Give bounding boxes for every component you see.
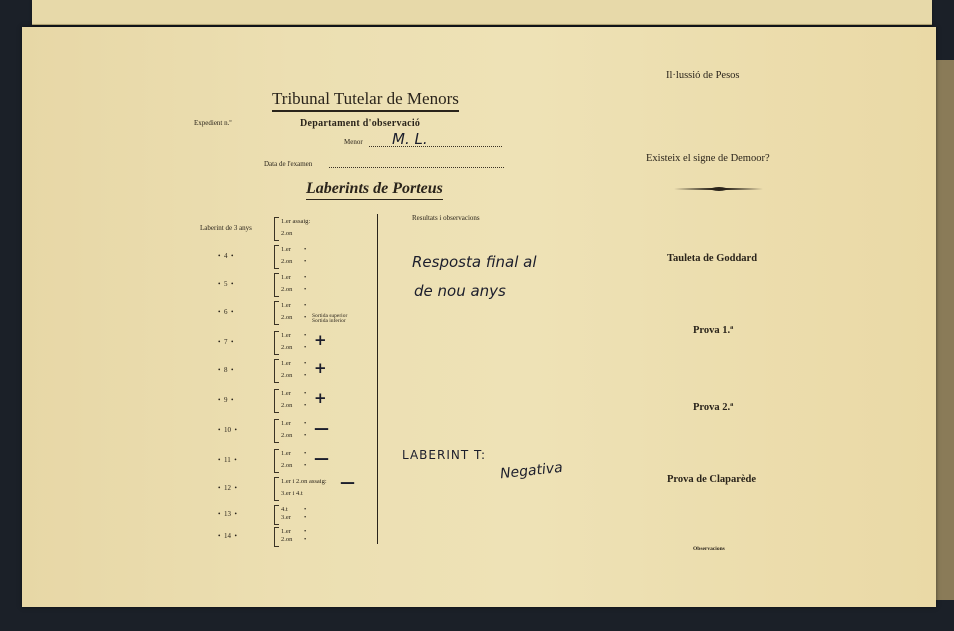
observations-label: Observacions <box>693 546 725 552</box>
trial-second: 2.on <box>281 536 293 543</box>
trial-brace <box>274 245 279 269</box>
trial-second: 2.on <box>281 286 293 293</box>
trial-dot: • <box>304 360 307 367</box>
handwritten-result: Negativa <box>499 459 564 483</box>
labyrinth-number: 14 <box>223 532 231 540</box>
handwritten-note-2: de nou anys <box>414 282 506 300</box>
prova1-label: Prova 1.ª <box>693 325 734 336</box>
labyrinth-row-label: • 9 • <box>218 396 234 404</box>
trial-second: 3.er i 4.t <box>281 490 303 497</box>
labyrinth-number: 13 <box>223 510 231 518</box>
labyrinth-row-label: • 12 • <box>218 484 237 492</box>
labyrinth-row-label: • 11 • <box>218 456 237 464</box>
department-title: Departament d'observació <box>300 118 421 129</box>
ornament-divider <box>672 185 766 193</box>
trial-dot: • <box>304 258 307 265</box>
exit-note-line: Sortida inferior <box>312 318 346 324</box>
trial-first: 1.er i 2.on assaig: <box>281 478 327 485</box>
labyrinth-number: 11 <box>223 456 231 464</box>
section-title: Laberints de Porteus <box>306 180 443 200</box>
exit-note-line: Sortida superior <box>312 313 348 319</box>
trial-brace <box>274 449 279 473</box>
handwritten-laberint: LABERINT T: <box>402 448 487 462</box>
trial-first: 1.er <box>281 274 291 281</box>
trial-dot: • <box>304 286 307 293</box>
trial-dot: • <box>304 528 307 535</box>
trial-brace <box>274 273 279 297</box>
trial-dot: • <box>304 246 307 253</box>
labyrinth-number: 8 <box>223 366 228 374</box>
labyrinth-number: 10 <box>223 426 231 434</box>
trial-second: 2.on <box>281 344 293 351</box>
trial-brace <box>274 359 279 383</box>
labyrinth-row-label: • 8 • <box>218 366 234 374</box>
minor-handwritten: M. L. <box>392 130 428 148</box>
trial-second: 2.on <box>281 402 293 409</box>
trial-second: 2.on <box>281 372 293 379</box>
trial-second: 2.on <box>281 314 293 321</box>
labyrinth-row-label: • 5 • <box>218 280 234 288</box>
column-divider <box>377 214 378 544</box>
trial-dot: • <box>304 432 307 439</box>
handwritten-note-1: Resposta final al <box>412 253 537 271</box>
labyrinth-number: 7 <box>223 338 228 346</box>
trial-first: 1.er <box>281 390 291 397</box>
trial-dot: • <box>304 420 307 427</box>
results-header: Resultats i observacions <box>412 214 480 222</box>
result-mark: + <box>314 389 327 407</box>
trial-first: 1.er <box>281 302 291 309</box>
trial-dot: • <box>304 372 307 379</box>
trial-dot: • <box>304 402 307 409</box>
labyrinth-number: 4 <box>223 252 228 260</box>
trial-first: 1.er assaig: <box>281 218 311 225</box>
trial-dot: • <box>304 506 307 513</box>
labyrinth-row-label: • 14 • <box>218 532 237 540</box>
file-label: Expedient n.º <box>194 119 232 127</box>
document-page <box>22 27 936 607</box>
trial-second: 2.on <box>281 432 293 439</box>
trial-brace <box>274 505 279 525</box>
labyrinth-number: 6 <box>223 308 228 316</box>
result-mark: — <box>314 449 329 467</box>
labyrinth-row-label <box>200 224 252 232</box>
trial-dot: • <box>304 514 307 521</box>
labyrinth-row-label: • 6 • <box>218 308 234 316</box>
trial-first: 1.er <box>281 450 291 457</box>
labyrinth-row-label: • 10 • <box>218 426 237 434</box>
trial-dot: • <box>304 462 307 469</box>
labyrinth-row-label: • 4 • <box>218 252 234 260</box>
illusion-label: Il·lussió de Pesos <box>666 70 740 81</box>
trial-brace <box>274 301 279 325</box>
exam-date-label: Data de l'examen <box>264 160 313 168</box>
labyrinth-number: 9 <box>223 396 228 404</box>
trial-dot: • <box>304 314 307 321</box>
minor-line <box>369 146 502 147</box>
trial-first: 4.t <box>281 506 288 513</box>
labyrinth-row-label: • 7 • <box>218 338 234 346</box>
trial-first: 1.er <box>281 246 291 253</box>
trial-dot: • <box>304 450 307 457</box>
institution-title: Tribunal Tutelar de Menors <box>272 89 459 112</box>
trial-brace <box>274 527 279 547</box>
trial-first: 1.er <box>281 332 291 339</box>
demoor-label: Existeix el signe de Demoor? <box>646 153 770 164</box>
trial-dot: • <box>304 536 307 543</box>
book-edge <box>936 60 954 600</box>
result-mark: — <box>340 473 355 491</box>
trial-second: 2.on <box>281 462 293 469</box>
trial-second: 2.on <box>281 230 293 237</box>
first-labyrinth-label: Laberint de 3 anys <box>200 224 252 232</box>
goddard-label: Tauleta de Goddard <box>667 253 758 264</box>
trial-first: 1.er <box>281 420 291 427</box>
result-mark: + <box>314 359 327 377</box>
trial-brace <box>274 419 279 443</box>
prova2-label: Prova 2.ª <box>693 402 734 413</box>
trial-brace <box>274 331 279 355</box>
labyrinth-number: 12 <box>223 484 231 492</box>
trial-dot: • <box>304 332 307 339</box>
trial-first: 1.er <box>281 360 291 367</box>
trial-first: 1.er <box>281 528 291 535</box>
trial-brace <box>274 389 279 413</box>
trial-dot: • <box>304 344 307 351</box>
minor-label: Menor <box>344 138 363 146</box>
trial-brace <box>274 477 279 501</box>
labyrinth-number: 5 <box>223 280 228 288</box>
labyrinth-row-label: • 13 • <box>218 510 237 518</box>
exam-date-line <box>329 167 504 168</box>
result-mark: — <box>314 419 329 437</box>
trial-second: 2.on <box>281 258 293 265</box>
trial-second: 3.er <box>281 514 291 521</box>
claparede-label: Prova de Claparède <box>667 474 757 485</box>
trial-dot: • <box>304 274 307 281</box>
exit-note <box>312 314 347 324</box>
previous-page-edge <box>32 0 932 25</box>
trial-dot: • <box>304 390 307 397</box>
trial-dot: • <box>304 302 307 309</box>
result-mark: + <box>314 331 327 349</box>
trial-brace <box>274 217 279 241</box>
